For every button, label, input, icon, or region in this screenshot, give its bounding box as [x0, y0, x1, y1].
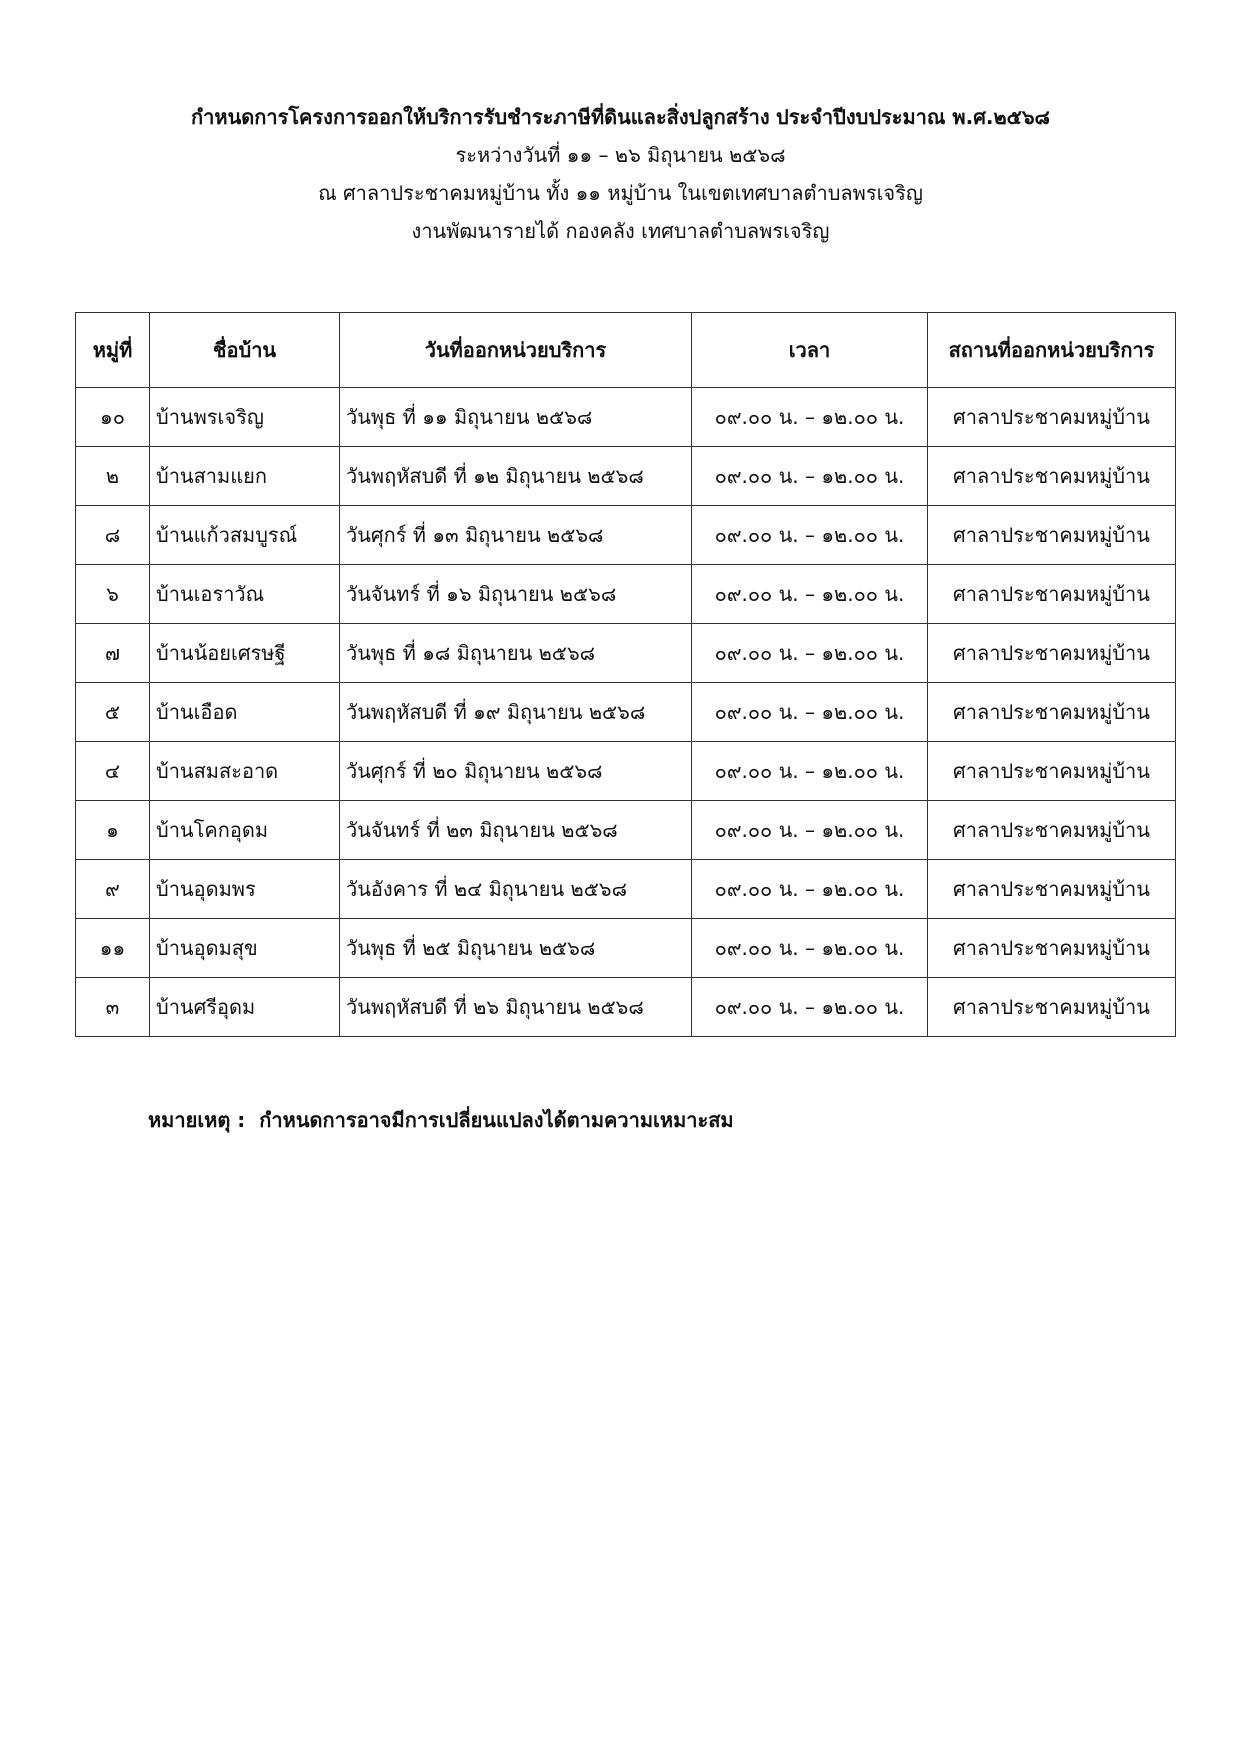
table-row	[76, 919, 1176, 978]
cell-service-time: ๐๙.๐๐ น. – ๑๒.๐๐ น.	[692, 978, 928, 1037]
table-row	[76, 683, 1176, 742]
table-row	[76, 624, 1176, 683]
note	[148, 1104, 734, 1136]
table-row	[76, 860, 1176, 919]
cell-service-place: ศาลาประชาคมหมู่บ้าน	[928, 919, 1176, 978]
date-range: ระหว่างวันที่ ๑๑ – ๒๖ มิถุนายน ๒๕๖๘	[455, 143, 786, 167]
cell-service-place: ศาลาประชาคมหมู่บ้าน	[928, 447, 1176, 506]
cell-service-time: ๐๙.๐๐ น. – ๑๒.๐๐ น.	[692, 565, 928, 624]
cell-service-place: ศาลาประชาคมหมู่บ้าน	[928, 388, 1176, 447]
cell-moo: ๑๑	[76, 919, 150, 978]
cell-moo: ๙	[76, 860, 150, 919]
document-header	[0, 98, 1241, 250]
note-text: กำหนดการอาจมีการเปลี่ยนแปลงได้ตามความเหมาะสม	[259, 1108, 734, 1132]
cell-service-date: วันจันทร์ ที่ ๒๓ มิถุนายน ๒๕๖๘	[340, 801, 692, 860]
column-header-name: ชื่อบ้าน	[150, 313, 340, 388]
cell-service-time: ๐๙.๐๐ น. – ๑๒.๐๐ น.	[692, 860, 928, 919]
note-label: หมายเหตุ :	[148, 1108, 246, 1132]
cell-village-name: บ้านแก้วสมบูรณ์	[150, 506, 340, 565]
cell-service-place: ศาลาประชาคมหมู่บ้าน	[928, 860, 1176, 919]
cell-service-place: ศาลาประชาคมหมู่บ้าน	[928, 565, 1176, 624]
cell-service-date: วันศุกร์ ที่ ๑๓ มิถุนายน ๒๕๖๘	[340, 506, 692, 565]
table-body	[76, 388, 1176, 1037]
cell-service-time: ๐๙.๐๐ น. – ๑๒.๐๐ น.	[692, 447, 928, 506]
cell-service-time: ๐๙.๐๐ น. – ๑๒.๐๐ น.	[692, 506, 928, 565]
cell-service-date: วันอังคาร ที่ ๒๔ มิถุนายน ๒๕๖๘	[340, 860, 692, 919]
location-line: ณ ศาลาประชาคมหมู่บ้าน ทั้ง ๑๑ หมู่บ้าน ในเขตเทศบาลตำบลพรเจริญ	[318, 181, 923, 205]
cell-village-name: บ้านน้อยเศรษฐี	[150, 624, 340, 683]
cell-service-date: วันพุธ ที่ ๑๘ มิถุนายน ๒๕๖๘	[340, 624, 692, 683]
cell-service-time: ๐๙.๐๐ น. – ๑๒.๐๐ น.	[692, 683, 928, 742]
cell-village-name: บ้านอุดมสุข	[150, 919, 340, 978]
cell-village-name: บ้านสมสะอาด	[150, 742, 340, 801]
cell-moo: ๑	[76, 801, 150, 860]
cell-moo: ๘	[76, 506, 150, 565]
cell-village-name: บ้านอุดมพร	[150, 860, 340, 919]
table-header-row	[76, 313, 1176, 388]
cell-moo: ๑๐	[76, 388, 150, 447]
column-header-place: สถานที่ออกหน่วยบริการ	[928, 313, 1176, 388]
document-title	[0, 98, 1241, 136]
cell-service-time: ๐๙.๐๐ น. – ๑๒.๐๐ น.	[692, 624, 928, 683]
cell-service-place: ศาลาประชาคมหมู่บ้าน	[928, 801, 1176, 860]
cell-service-time: ๐๙.๐๐ น. – ๑๒.๐๐ น.	[692, 801, 928, 860]
cell-service-place: ศาลาประชาคมหมู่บ้าน	[928, 506, 1176, 565]
cell-moo: ๒	[76, 447, 150, 506]
table-row	[76, 801, 1176, 860]
cell-service-place: ศาลาประชาคมหมู่บ้าน	[928, 624, 1176, 683]
cell-service-time: ๐๙.๐๐ น. – ๑๒.๐๐ น.	[692, 388, 928, 447]
cell-moo: ๓	[76, 978, 150, 1037]
cell-village-name: บ้านสามแยก	[150, 447, 340, 506]
cell-service-place: ศาลาประชาคมหมู่บ้าน	[928, 683, 1176, 742]
cell-service-date: วันศุกร์ ที่ ๒๐ มิถุนายน ๒๕๖๘	[340, 742, 692, 801]
table-row	[76, 506, 1176, 565]
cell-service-time: ๐๙.๐๐ น. – ๑๒.๐๐ น.	[692, 742, 928, 801]
cell-village-name: บ้านศรีอุดม	[150, 978, 340, 1037]
title-main: กำหนดการโครงการออกให้บริการรับชำระภาษีที่ดินและสิ่งปลูกสร้าง	[191, 105, 770, 129]
cell-moo: ๕	[76, 683, 150, 742]
cell-service-date: วันพุธ ที่ ๒๕ มิถุนายน ๒๕๖๘	[340, 919, 692, 978]
cell-village-name: บ้านพรเจริญ	[150, 388, 340, 447]
cell-service-time: ๐๙.๐๐ น. – ๑๒.๐๐ น.	[692, 919, 928, 978]
cell-moo: ๖	[76, 565, 150, 624]
table-row	[76, 447, 1176, 506]
cell-moo: ๔	[76, 742, 150, 801]
column-header-date: วันที่ออกหน่วยบริการ	[340, 313, 692, 388]
department-line: งานพัฒนารายได้ กองคลัง เทศบาลตำบลพรเจริญ	[411, 219, 830, 243]
table-row	[76, 742, 1176, 801]
cell-service-date: วันพฤหัสบดี ที่ ๒๖ มิถุนายน ๒๕๖๘	[340, 978, 692, 1037]
column-header-moo: หมู่ที่	[76, 313, 150, 388]
cell-village-name: บ้านโคกอุดม	[150, 801, 340, 860]
cell-service-place: ศาลาประชาคมหมู่บ้าน	[928, 978, 1176, 1037]
cell-service-date: วันพุธ ที่ ๑๑ มิถุนายน ๒๕๖๘	[340, 388, 692, 447]
cell-service-date: วันพฤหัสบดี ที่ ๑๒ มิถุนายน ๒๕๖๘	[340, 447, 692, 506]
cell-village-name: บ้านเอือด	[150, 683, 340, 742]
column-header-time: เวลา	[692, 313, 928, 388]
table-row	[76, 978, 1176, 1037]
title-fiscal-year: ประจำปีงบประมาณ พ.ศ.๒๕๖๘	[776, 105, 1050, 129]
cell-moo: ๗	[76, 624, 150, 683]
cell-service-date: วันจันทร์ ที่ ๑๖ มิถุนายน ๒๕๖๘	[340, 565, 692, 624]
cell-service-date: วันพฤหัสบดี ที่ ๑๙ มิถุนายน ๒๕๖๘	[340, 683, 692, 742]
cell-service-place: ศาลาประชาคมหมู่บ้าน	[928, 742, 1176, 801]
schedule-table	[75, 312, 1176, 1037]
table-row	[76, 388, 1176, 447]
cell-village-name: บ้านเอราวัณ	[150, 565, 340, 624]
table-row	[76, 565, 1176, 624]
